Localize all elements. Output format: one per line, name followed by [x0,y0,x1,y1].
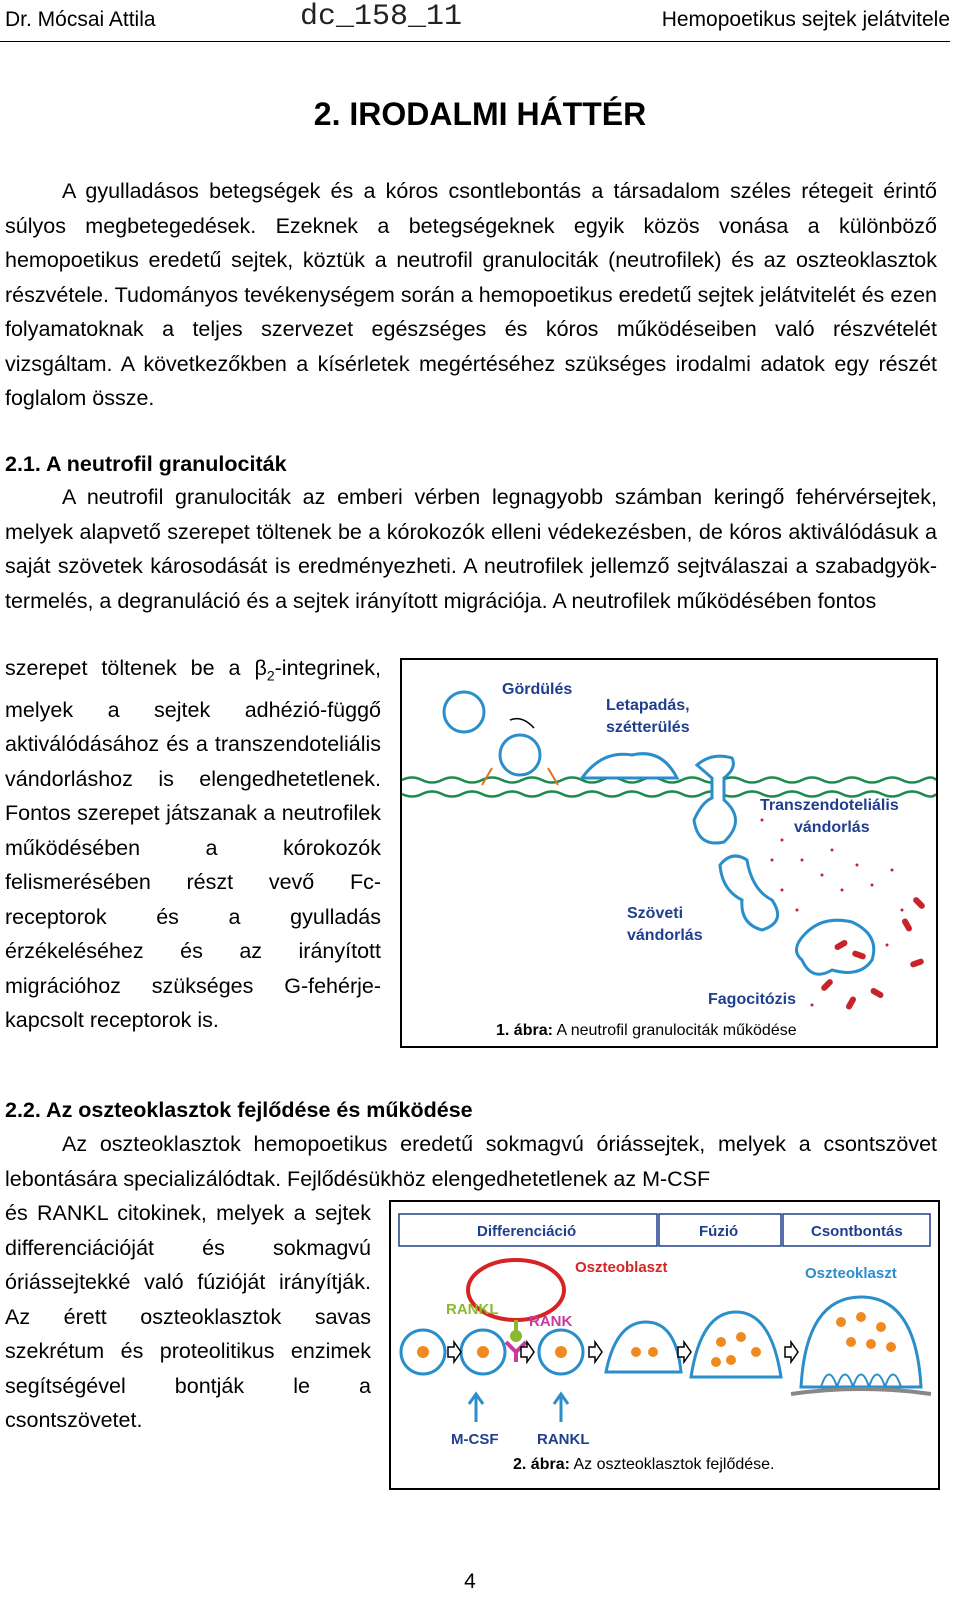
fig2-label-osteoclast: Oszteoklaszt [805,1265,897,1282]
figure-1-illustration [402,660,936,1046]
chapter-title: 2. IRODALMI HÁTTÉR [313,96,647,132]
fig1-label-transendo-2: vándorlás [794,819,870,836]
figure-2-caption-text: Az oszteoklasztok fejlődése. [569,1456,775,1473]
section2-wrap-paragraph: és RANKL citokinek, melyek a sejtek differenciációját és sokmagvú óriássejtekké való fúzióját irányítják. Az érett oszteoklasztok savas szekrétum és proteolitikus enzimek segítségével bontják le a csontszövetet. [5,1201,371,1432]
section1-wrap-pre: szerepet töltenek be a β [5,656,267,680]
fig2-label-mcsf: M-CSF [451,1431,499,1448]
header-rule [0,41,950,42]
intro-text: A gyulladásos betegségek és a kóros csontlebontás a társadalom széles rétegeit érintő súlyos megbetegedések. Ezeknek a betegségeknek egyik közös vonása a különböző hemopoetikus eredetű sejtek, köztük a neutrofil granulociták (neutrofilek) és az oszteoklasztok részvétele. Tudományos tevékenységem során a hemopoetikus eredetű sejtek jelátvitelét és ezen folyamatoknak a teljes szervezet egészséges és kóros működéseiben való részvételét vizsgáltam. A következőkben a kísérletek megértéséhez szükséges irodalmi adatok egy részét foglalom össze. [5,179,937,410]
header-code: dc_158_11 [300,0,463,34]
section2-paragraph [5,1127,937,1196]
fig2-header-fusion: Fúzió [699,1223,739,1240]
section1-wrap-paragraph [5,651,381,1038]
figure-1 [400,658,938,1048]
figure-1-caption [496,1022,797,1040]
figure-1-caption-label: 1. ábra: [496,1022,553,1039]
fig2-label-rank: RANK [529,1313,573,1330]
figure-2 [389,1200,940,1490]
fig2-label-rankl-bottom: RANKL [537,1431,590,1448]
figure-1-caption-text: A neutrofil granulociták működése [552,1022,797,1039]
section1-wrap-sub: 2 [266,667,275,684]
fig1-label-phago: Fagocitózis [708,991,797,1008]
fig1-label-tissue-1: Szöveti [627,905,684,922]
fig2-header-diff: Differenciáció [477,1223,577,1240]
section2-text: Az oszteoklasztok hemopoetikus eredetű sokmagvú óriássejtek, melyek a csontszövet lebontására specializálódtak. Fejlődésükhöz elengedhetetlenek az M-CSF [5,1132,937,1191]
section1-paragraph [5,480,937,618]
section1-wrap-post: -integrinek, melyek a sejtek adhézió-függő aktiválódásához és a transzendoteliális vándorláshoz is elengedhetetlenek. Fontos szerepet játszanak a neutrofilek működésében a kórokozók felismerésében részt vevő Fc-receptorok és a gyulladás érzékeléséhez és az irányított migrációhoz szükséges G-fehérje-kapcsolt receptorok is. [5,656,381,1033]
figure-2-caption-label: 2. ábra: [513,1456,570,1473]
fig1-label-adhesion-1: Letapadás, [606,697,690,714]
fig2-header-resorption: Csontbontás [811,1223,903,1240]
fig2-label-rankl-top: RANKL [446,1301,499,1318]
section2-heading: 2.2. Az oszteoklasztok fejlődése és működése [5,1098,473,1122]
fig1-label-transendo-1: Transzendoteliális [760,797,899,814]
intro-paragraph [5,174,937,416]
section1-text: A neutrofil granulociták az emberi vérben legnagyobb számban keringő fehérvérsejtek, melyek alapvető szerepet töltenek be a kórokozók elleni védekezésben, de kóros aktiválódásuk a saját szövetek károsodását is eredményezheti. A neutrofilek jellemző sejtválaszai a szabadgyök-termelés, a degranuláció és a sejtek irányított migrációja. A neutrofilek működésében fontos [5,485,937,613]
fig1-label-adhesion-2: szétterülés [606,719,690,736]
section1-heading: 2.1. A neutrofil granulociták [5,452,287,476]
fig2-label-osteoblast: Oszteoblaszt [575,1259,668,1276]
header-topic: Hemopoetikus sejtek jelátvitele [661,8,950,31]
header-author: Dr. Mócsai Attila [5,8,156,31]
figure-2-illustration [391,1202,938,1488]
page-number: 4 [464,1570,476,1593]
fig1-label-tissue-2: vándorlás [627,927,703,944]
figure-2-caption [513,1456,774,1474]
fig1-label-rolling: Gördülés [502,681,573,698]
